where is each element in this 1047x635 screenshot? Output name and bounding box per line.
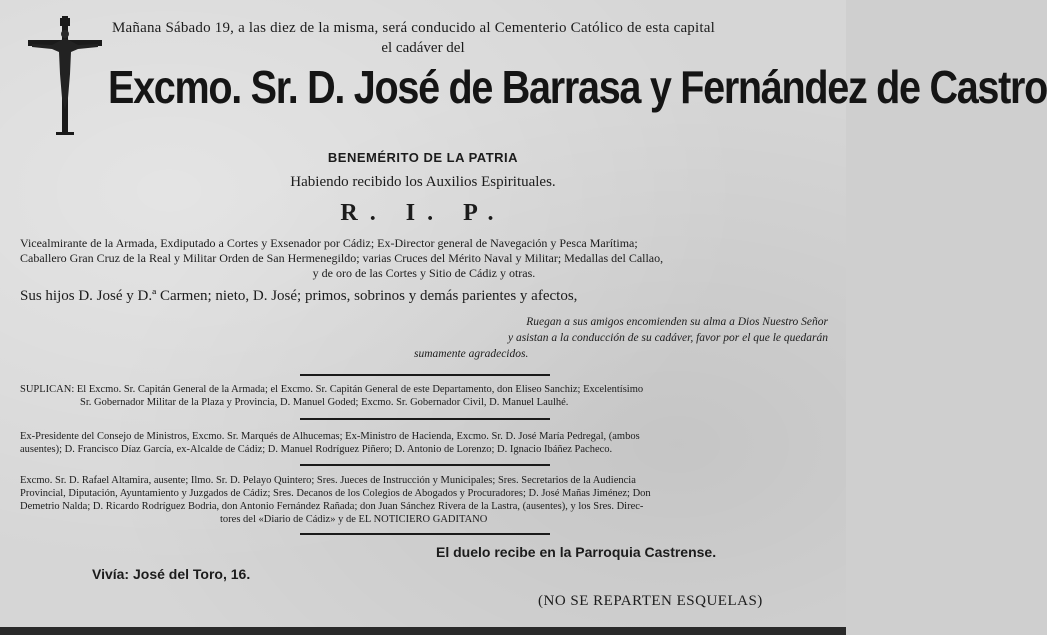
biography-line: Caballero Gran Cruz de la Real y Militar Orden de San Hermenegildo; varias Cruces del Mérito Naval y Militar; Medallas del Callao, <box>20 251 664 265</box>
biography-line: y de oro de las Cortes y Sitio de Cádiz y otras. <box>312 266 536 280</box>
no-reparten-line: (NO SE REPARTEN ESQUELAS) <box>538 593 763 609</box>
crucifix-icon <box>26 14 104 136</box>
excmo-line: tores del «Diario de Cádiz» y de EL NOTICIERO GADITANO <box>220 514 488 525</box>
excmo-line: Excmo. Sr. D. Rafael Altamira, ausente; Ilmo. Sr. D. Pelayo Quintero; Sres. Jueces de Instrucción y Municipales; Sres. Secretarios de la Audiencia <box>20 475 636 486</box>
request-line: sumamente agradecidos. <box>414 348 529 360</box>
request-paragraph <box>400 314 828 362</box>
divider-rule <box>300 418 550 420</box>
intro-line-2: el cadáver del <box>381 40 465 56</box>
deceased-name: Excmo. Sr. D. José de Barrasa y Fernández de Castro <box>108 61 1047 113</box>
divider-rule <box>300 374 550 376</box>
family-line: Sus hijos D. José y D.ª Carmen; nieto, D. José; primos, sobrinos y demás parientes y afectos, <box>20 288 578 304</box>
request-line: Ruegan a sus amigos encomienden su alma a Dios Nuestro Señor <box>526 316 828 328</box>
rip-heading: R. I. P. <box>340 200 506 226</box>
duelo-line: El duelo recibe en la Parroquia Castrense. <box>436 544 717 560</box>
auxilios-line: Habiendo recibido los Auxilios Espirituales. <box>290 174 556 190</box>
biography <box>20 236 828 281</box>
excmo-line: Demetrio Nalda; D. Ricardo Rodríguez Bodria, don Antonio Fernández Rañada; don Juan Sánchez Rivera de la Lastra, (ausentes), y los Sres. Direc- <box>20 501 644 512</box>
address-line: Vivía: José del Toro, 16. <box>92 566 251 582</box>
request-line: y asistan a la conducción de su cadáver, favor por el que le quedarán <box>507 332 828 344</box>
expresidente-block <box>20 430 828 456</box>
divider-rule <box>300 533 550 535</box>
biography-line: Vicealmirante de la Armada, Exdiputado a Cortes y Exsenador por Cádiz; Ex-Director general de Navegación y Pesca Marítima; <box>20 236 638 250</box>
bottom-border <box>0 627 846 635</box>
expresidente-line: Ex-Presidente del Consejo de Ministros, Excmo. Sr. Marqués de Alhucemas; Ex-Ministro de Hacienda, Excmo. Sr. D. José María Pedregal, (ambos <box>20 431 640 442</box>
expresidente-line: ausentes); D. Francisco Díaz García, ex-Alcalde de Cádiz; D. Manuel Rodríguez Piñero; D. Antonio de Lorenzo; D. Ignacio Ibáñez Pacheco. <box>20 444 613 455</box>
excmo-block <box>20 474 828 526</box>
divider-rule <box>300 464 550 466</box>
honor-title: BENEMÉRITO DE LA PATRIA <box>327 150 519 165</box>
suplican-line: Sr. Gobernador Militar de la Plaza y Provincia, D. Manuel Goded; Excmo. Sr. Gobernador Civil, D. Manuel Laulhé. <box>80 397 569 408</box>
excmo-line: Provincial, Diputación, Ayuntamiento y Juzgados de Cádiz; Sres. Decanos de los Colegios de Abogados y Procuradores; D. José Mañas Jiménez; Don <box>20 488 651 499</box>
suplican-block <box>20 383 828 409</box>
intro-line-1: Mañana Sábado 19, a las diez de la misma, será conducido al Cementerio Católico de esta capital <box>112 20 715 36</box>
suplican-line: SUPLICAN: El Excmo. Sr. Capitán General de la Armada; el Excmo. Sr. Capitán General de este Departamento, don Eliseo Sanchiz; Excelentísimo <box>20 384 644 395</box>
